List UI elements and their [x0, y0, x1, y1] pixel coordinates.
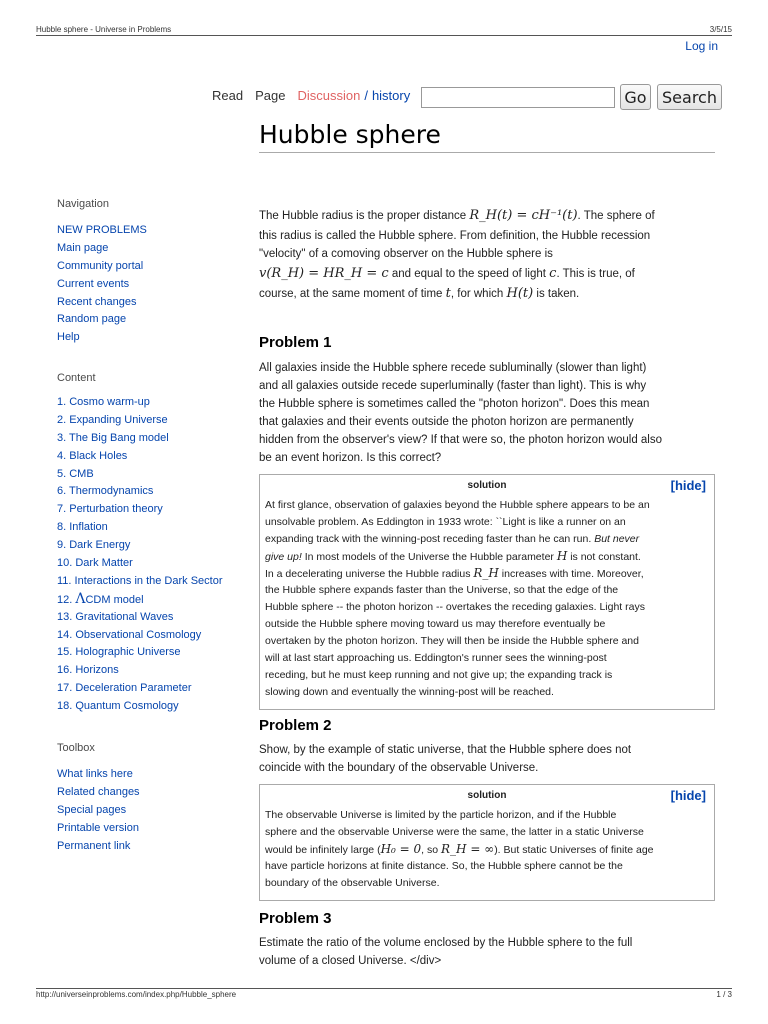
solution-title: solution: [467, 790, 507, 801]
content-item-15[interactable]: 15. Holographic Universe: [57, 646, 181, 659]
content-item-14[interactable]: 14. Observational Cosmology: [57, 628, 202, 641]
content-heading: Content: [57, 372, 96, 384]
content-item-1[interactable]: 1. Cosmo warm-up: [57, 396, 150, 408]
problem-2-solution: solution [hide] The observable Universe is limited by the particle horizon, and if the Hubble sphere and the observable Universe were the same, the latter in a static Universe would be infinitely large (H₀ = 0, so R_H = ∞). But static Universes of finite age have particle horizons at finite distance. So, the Hubble sphere cannot be the boundary of the observable Universe.: [259, 784, 715, 901]
toolbox-item-special-pages[interactable]: Special pages: [57, 803, 127, 816]
problem-3-text: Estimate the ratio of the volume enclosed by the Hubble sphere to the full volume of a closed Universe. </div>: [259, 937, 633, 967]
recession-velocity-formula: v(R_H) = HR_H = c: [259, 266, 389, 281]
tab-discussion[interactable]: Discussion: [297, 88, 361, 103]
tab-page[interactable]: Page: [255, 88, 286, 103]
problem-2-text: Show, by the example of static universe, that the Hubble sphere does not coincide with the boundary of the observable Universe.: [259, 744, 632, 774]
solution-hide-toggle[interactable]: [hide]: [670, 788, 706, 803]
toolbox-list: [57, 766, 140, 855]
nav-item-current-events[interactable]: Current events: [57, 277, 130, 290]
lambda-symbol: Λ: [75, 590, 86, 607]
title-rule: [259, 152, 715, 153]
nav-item-help[interactable]: Help: [57, 331, 80, 344]
tab-history[interactable]: history: [371, 88, 411, 103]
content-item-7[interactable]: 7. Perturbation theory: [57, 503, 163, 516]
nav-item-new-problems[interactable]: NEW PROBLEMS: [57, 224, 147, 236]
content-item-9[interactable]: 9. Dark Energy: [57, 539, 131, 552]
footer-rule: [36, 988, 732, 989]
print-footer-url: http://universeinproblems.com/index.php/Hubble_sphere: [36, 990, 237, 999]
navigation-list: [57, 222, 147, 347]
nav-item-main-page[interactable]: Main page: [57, 241, 109, 254]
solution-title: solution: [467, 480, 507, 491]
intro-paragraph: The Hubble radius is the proper distance R_H(t) = cH⁻¹(t). The sphere of this radius is called the Hubble sphere. From definition, the Hubble recession "velocity" of a comoving observer on the Hubble sphere is v(R_H) = HR_H = c and equal to the speed of light c. This is true, of course, at the same moment of time t, for which H(t) is taken.: [259, 208, 655, 301]
content-item-5[interactable]: 5. CMB: [57, 467, 94, 480]
print-footer-page: 1 / 3: [716, 990, 732, 999]
search-button[interactable]: Search: [657, 84, 722, 110]
search-input[interactable]: [421, 87, 615, 108]
content-item-12[interactable]: 12. ΛCDM model: [57, 590, 144, 607]
content-item-8[interactable]: 8. Inflation: [57, 521, 108, 534]
toolbox-item-what-links-here[interactable]: What links here: [57, 768, 133, 780]
content-item-3[interactable]: 3. The Big Bang model: [57, 431, 169, 444]
problem-1-heading: Problem 1: [259, 334, 332, 351]
tab-separator: /: [364, 88, 368, 103]
content-list: [57, 394, 223, 716]
tab-read[interactable]: Read: [212, 88, 244, 103]
go-button[interactable]: Go: [620, 84, 651, 110]
content-item-13[interactable]: 13. Gravitational Waves: [57, 610, 174, 623]
problem-2-heading: Problem 2: [259, 717, 332, 734]
content-item-17[interactable]: 17. Deceleration Parameter: [57, 682, 192, 695]
login-link[interactable]: Log in: [685, 39, 718, 53]
toolbox-item-printable-version[interactable]: Printable version: [57, 821, 139, 834]
content-item-4[interactable]: 4. Black Holes: [57, 449, 128, 462]
problem-1-text: All galaxies inside the Hubble sphere recede subluminally (slower than light) and all galaxies outside recede superluminally (faster than light). This is why the Hubble sphere is sometimes called the "photon horizon". Does this mean that galaxies and their events outside the photon horizon are permanently hidden from the observer's view? If that were so, the photon horizon would also be an event horizon. Is this correct?: [259, 362, 663, 464]
solution-hide-toggle[interactable]: [hide]: [670, 478, 706, 493]
content-item-18[interactable]: 18. Quantum Cosmology: [57, 700, 179, 713]
nav-item-recent-changes[interactable]: Recent changes: [57, 295, 137, 308]
print-header-date: 3/5/15: [709, 25, 732, 34]
toolbox-item-permanent-link[interactable]: Permanent link: [57, 839, 131, 852]
toolbox-item-related-changes[interactable]: Related changes: [57, 785, 140, 798]
navigation-heading: Navigation: [57, 198, 109, 210]
page-tabs: [212, 88, 410, 103]
hubble-radius-formula: R_H(t) = cH⁻¹(t): [469, 208, 578, 223]
content-item-6[interactable]: 6. Thermodynamics: [57, 485, 154, 498]
page-title: Hubble sphere: [259, 120, 441, 149]
print-header-title: Hubble sphere - Universe in Problems: [36, 25, 172, 34]
nav-item-community-portal[interactable]: Community portal: [57, 259, 144, 272]
content-item-2[interactable]: 2. Expanding Universe: [57, 413, 168, 426]
problem-3-heading: Problem 3: [259, 910, 332, 927]
header-rule: [36, 35, 732, 36]
nav-item-random-page[interactable]: Random page: [57, 313, 127, 326]
content-item-10[interactable]: 10. Dark Matter: [57, 557, 133, 570]
toolbox-heading: Toolbox: [57, 742, 95, 754]
content-item-11[interactable]: 11. Interactions in the Dark Sector: [57, 574, 223, 587]
content-item-16[interactable]: 16. Horizons: [57, 664, 119, 677]
problem-1-solution: solution [hide] At first glance, observation of galaxies beyond the Hubble sphere appears to be an unsolvable problem. As Eddington in 1933 wrote: ``Light is like a runner on an expanding track with the winning-post receding faster than he can run. But never give up! In most models of the Universe the Hubble parameter H is not constant. In a decelerating universe the Hubble radius R_H increases with time. Moreover, the Hubble sphere expands faster than the Universe, so that the edge of the Hubble sphere -- the photon horizon -- overtakes the receding galaxies. Light rays outside the Hubble sphere moving toward us may therefore eventually be overtaken by the photon horizon. They will then be inside the Hubble sphere and will at last start approaching us. Eddington's runner sees the winning-post receding, but he must keep running and not give up; the expanding track is slowing down and eventually the winning-post will be reached.: [259, 474, 715, 710]
